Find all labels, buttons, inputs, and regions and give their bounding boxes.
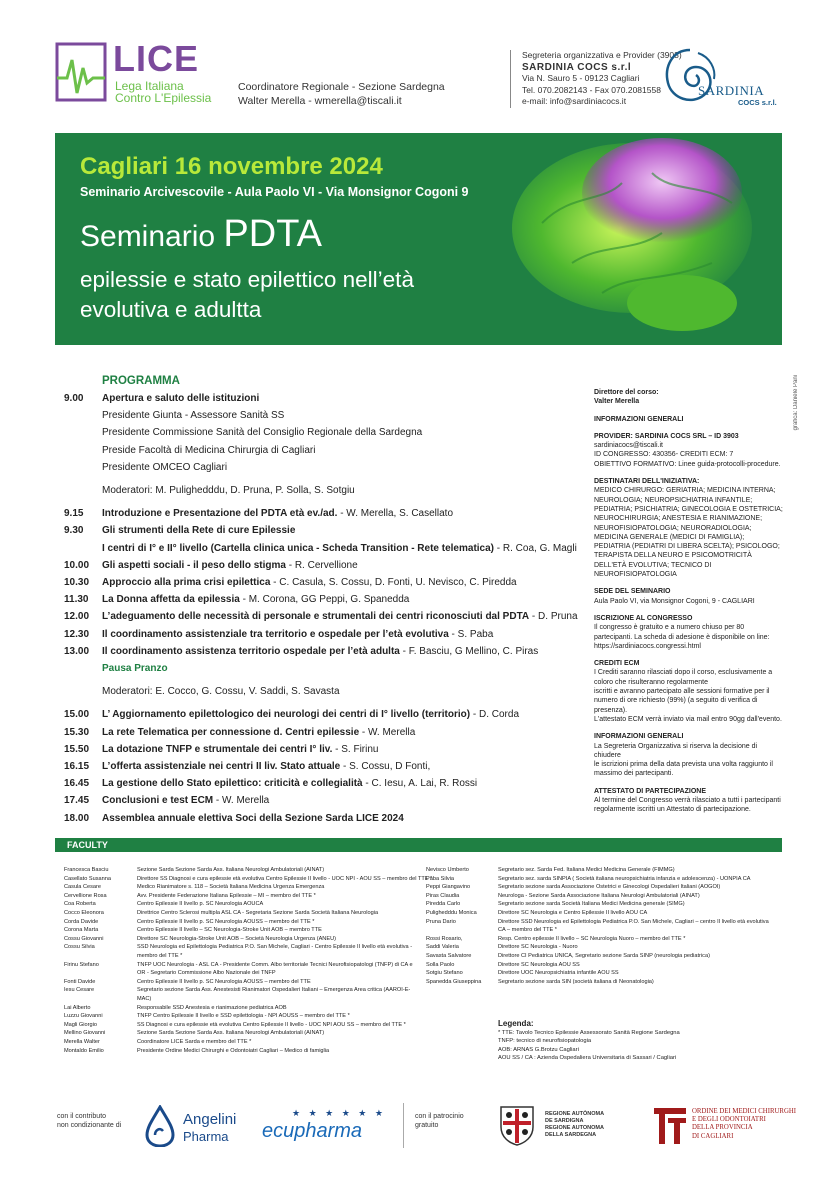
angelini-pharma: Pharma <box>183 1129 229 1144</box>
coordinator-info <box>238 80 445 108</box>
info-block <box>594 432 784 469</box>
faculty-role: Centro Epilessie II livello p. SC Neurologia AOUCA <box>137 901 264 908</box>
angelini-name: Angelini <box>183 1111 237 1128</box>
info-line: MEDICINA GENERALE (MEDICI DI FAMIGLIA); <box>594 533 745 541</box>
program-item-speakers: - W. Merella <box>213 795 270 807</box>
info-line: ID CONGRESSO: 430356- CREDITI ECM: 7 <box>594 451 734 459</box>
faculty-role: TNFP UOC Neurologia - ASL CA - Presidente Comm. Albo territoriale Tecnici Neurofisiopatologi (TNFP) di CA e <box>137 961 413 968</box>
program-time: 18.00 <box>64 812 90 824</box>
program-item <box>102 427 582 438</box>
faculty-role: MAC) <box>137 996 152 1002</box>
info-heading: Direttore del corso: <box>594 389 659 396</box>
faculty-legend <box>498 1020 680 1063</box>
program-item <box>102 577 582 588</box>
program-item-speakers: - W. Merella <box>359 726 416 738</box>
sardinia-sub: COCS s.r.l. <box>738 98 777 107</box>
faculty-name: Merella Walter <box>64 1039 100 1045</box>
faculty-role: OR - Segretario Commissione Albo Nazionale dei TNFP <box>137 970 276 977</box>
info-heading: ATTESTATO DI PARTECIPAZIONE <box>594 787 706 795</box>
ordine-line1: ORDINE DEI MEDICI CHIRURGHI <box>692 1108 797 1115</box>
program-item-title: L’adeguamento delle necessità di personale e strumentali dei centri riconosciuti dal PDTA <box>102 611 530 623</box>
faculty-name: Fonti Davide <box>64 978 96 985</box>
faculty-name: Francesca Basciu <box>64 867 109 873</box>
title-pdta: PDTA <box>223 213 322 255</box>
lice-logo <box>55 38 220 108</box>
info-block <box>594 415 784 424</box>
faculty-name: Spanedda Giuseppina <box>426 978 482 985</box>
program-item-speakers: - D. Corda <box>470 709 520 721</box>
faculty-role: Direttrice Centro Sclerosi multipla ASL CA - Segretaria Sezione Sarda Società Italiana Neurologia <box>137 910 379 916</box>
info-block <box>594 659 784 724</box>
faculty-name: Luzzu Giovanni <box>64 1013 103 1020</box>
info-line: Il congresso è gratuito e a numero chiuso per 80 <box>594 624 745 632</box>
general-info <box>594 388 784 823</box>
info-line: TERAPISTA DELLA NEURO E PSICOMOTRICITÀ <box>594 552 752 560</box>
faculty-role: Direttore SSD Neurologia ed Epilettologia Pediatrica P.O. San Michele, Cagliari – centro II livello età evolutiva <box>498 918 769 925</box>
faculty-role: Centro Epilessie II livello p. SC Neurologia AOUSS – membro del TTE <box>137 978 311 985</box>
legend-line: TNFP: tecnico di neurofisiopatologia <box>498 1038 592 1044</box>
faculty-role: Avv. Presidente Federazione Italiana Epilessie – MI – membro del TTE * <box>137 892 316 899</box>
faculty-role: Segretario sezione sarda SIN (società italiana di Neonatologia) <box>498 978 654 985</box>
program-item-speakers: - W. Merella, S. Casellato <box>337 508 454 520</box>
info-line: massimo dei partecipanti. <box>594 770 674 778</box>
info-line: https://sardiniacocs.congressi.html <box>594 642 701 650</box>
program-item <box>102 393 582 404</box>
program-item <box>102 508 582 519</box>
program-item <box>102 686 582 697</box>
patronage-label-line1: con il patrocinio <box>415 1113 464 1120</box>
info-line: regolarmente iscritti un Attestato di partecipazione. <box>594 806 751 814</box>
info-heading: PROVIDER: SARDINIA COCS SRL – ID 3903 <box>594 432 739 440</box>
info-line: Aula Paolo VI, via Monsignor Cogoni, 9 - CAGLIARI <box>594 597 755 605</box>
faculty-role: Centro Epilessie II livello – SC Neurologia-Stroke Unit AOB – membro TTE <box>137 927 322 934</box>
program-item-speakers: - F. Basciu, G Mellino, C. Piras <box>399 645 539 657</box>
stars-icon: ★ ★ ★ ★ ★ ★ <box>292 1108 386 1118</box>
secretariat-line3: Via N. Sauro 5 - 09123 Cagliari <box>522 73 640 83</box>
program-time: 9.15 <box>64 508 84 520</box>
legend-line: * TTE: Tavolo Tecnico Epilessie Assessorato Sanità Regione Sardegna <box>498 1029 680 1036</box>
program-item-title: Approccio alla prima crisi epilettica <box>102 577 271 588</box>
regione-line2: DE SARDIGNA <box>545 1118 584 1124</box>
secretariat-info <box>522 50 682 108</box>
regione-text <box>545 1111 604 1139</box>
program-item-speakers: Moderatori: M. Pulighedddu, D. Pruna, P. Solla, S. Sotgiu <box>102 485 355 496</box>
legend-line: AOU SS / CA : Azienda Ospedaliera Universitaria di Sassari / Cagliari <box>498 1055 677 1061</box>
secretariat-line1: Segreteria organizzativa e Provider (3903) <box>522 50 682 60</box>
faculty-name: Savasta Salvatore <box>426 953 472 959</box>
event-date: Cagliari 16 novembre 2024 <box>80 153 383 180</box>
ecupharma-name: ecupharma <box>262 1120 363 1142</box>
info-heading: INFORMAZIONI GENERALI <box>594 733 684 741</box>
faculty-role: CA – membro del TTE * <box>498 927 557 934</box>
info-line: MEDICO CHIRURGO: GERIATRIA; MEDICINA INTERNA; <box>594 487 776 495</box>
faculty-role: Resp. Centro epilessie II livello – SC Neurologia Nuoro – membro del TTE * <box>498 935 686 942</box>
regione-sardegna-logo <box>497 1103 637 1148</box>
program-item <box>102 646 582 657</box>
faculty-name: Mellino Giovanni <box>64 1030 106 1037</box>
faculty-name: Coa Roberta <box>64 901 96 908</box>
faculty-role: Centro Epilessie II livello p. SC Neurologia AOUSS – membro del TTE * <box>137 918 315 925</box>
secretariat-line5: e-mail: info@sardiniacocs.it <box>522 96 627 106</box>
info-heading: SEDE DEL SEMINARIO <box>594 588 671 596</box>
program-item-speakers: Presidente OMCEO Cagliari <box>102 461 228 473</box>
faculty-name: Saddi Valeria <box>426 944 459 951</box>
info-line: NEUROFISIOPATOLOGIA; NEURORADIOLOGIA; <box>594 524 752 532</box>
program-time: 10.30 <box>64 577 90 588</box>
event-venue: Seminario Arcivescovile - Aula Paolo VI - Via Monsignor Cogoni 9 <box>80 185 469 199</box>
info-block <box>594 787 784 815</box>
program-item-title: Gli aspetti sociali - il peso dello stigma <box>102 559 286 571</box>
info-line: NEUROLOGIA; NEUROPSICHIATRIA INFANTILE; <box>594 496 753 504</box>
info-line: DELL'ETÀ EVOLUTIVA; TECNICO DI NEUROFISIOPATOLOGIA <box>594 561 712 579</box>
program-item <box>102 525 582 536</box>
faculty-name: Cervellione Rosa <box>64 892 107 899</box>
faculty-name: Cossu Silvia <box>64 944 95 951</box>
faculty-role: Segretario sezione sarda Società Italiana Medici Medicina generale (SIMG) <box>498 901 685 908</box>
program-item-title: Conclusioni e test ECM <box>102 795 214 807</box>
program-item <box>102 485 582 496</box>
faculty-name: Piras Claudia <box>426 892 460 899</box>
ordine-line2: E DEGLI ODONTOIATRI <box>692 1116 766 1124</box>
faculty-role: SS Diagnosi e cura epilessie età evolutiva Centro Epilessie II livello - UOC NPI AOU SS – membro del TTE * <box>137 1021 406 1028</box>
program-item-speakers: - R. Coa, G. Magli <box>494 542 577 554</box>
faculty-role: Direttore SC Neurologia e Centro Epilessie II livello AOU CA <box>498 910 648 916</box>
patronage-label <box>415 1112 464 1130</box>
faculty-name: Solla Paolo <box>426 961 455 968</box>
ordine-text <box>692 1108 796 1141</box>
info-line: PEDIATRIA; PSICHIATRIA; GINECOLOGIA E OSTETRICIA; <box>594 505 783 513</box>
program-item-speakers: Presidente Giunta - Assessore Sanità SS <box>102 410 285 422</box>
title-seminario: Seminario <box>80 220 224 253</box>
program-item-speakers: - M. Corona, GG Peppi, G. Spanedda <box>239 594 410 606</box>
legend-line: AOB: ARNAS G.Brotzu Cagliari <box>498 1046 579 1053</box>
info-heading: CREDITI ECM <box>594 660 640 668</box>
graphic-credit: grafica: Daniele Pani <box>793 375 799 431</box>
info-line: OBIETTIVO FORMATIVO: Linee guida-protocolli-procedure. <box>594 460 781 468</box>
faculty-role: Segretario sezione sarda Associazione Ostetrici e Ginecologi Ospedalieri Italiani (AOGOI) <box>498 884 721 891</box>
faculty-role: membro del TTE * <box>137 953 183 959</box>
program-time: 12.00 <box>64 611 90 623</box>
program-item-title: La gestione dello Stato epilettico: criticità e collegialità <box>102 778 363 790</box>
faculty-role: Medico Rianimatore s. 118 – Società Italiana Medicina Urgenza Emergenza <box>137 884 325 891</box>
pause-label: Pausa Pranzo <box>102 663 168 674</box>
program-item-title: I centri di I° e II° livello (Cartella clinica unica - Scheda Transition - Rete telematica) <box>102 542 495 554</box>
ordine-line4: DI CAGLIARI <box>692 1132 734 1140</box>
faculty-role: Segretario sezione Sarda Ass. Anestesisti Rianimatori Ospedalieri Italiani – Emergenza Area critica (AAROI-E- <box>137 987 411 994</box>
lice-line2: Contro L'Epilessia <box>115 91 212 105</box>
angelini-logo <box>145 1105 255 1150</box>
program-time: 13.00 <box>64 645 90 657</box>
program-heading: PROGRAMMA <box>102 375 180 387</box>
faculty-name: Piredda Carlo <box>426 901 461 908</box>
event-subtitle <box>80 265 414 325</box>
program-item-title: L’ Aggiornamento epilettologico dei neurologi dei centri di I° livello (territorio) <box>102 709 471 721</box>
faculty-name: Corda Davide <box>64 918 99 925</box>
program-item-speakers: - R. Cervellione <box>285 559 358 571</box>
faculty-name: Casula Cesare <box>64 884 101 891</box>
faculty-name: Iesu Cesare <box>64 987 95 994</box>
sponsor-label <box>57 1112 121 1130</box>
faculty-name: Cossu Giovanni <box>64 935 104 942</box>
program-item-speakers: - S. Cossu, D Fonti, <box>340 761 431 772</box>
faculty-heading: FACULTY <box>55 838 782 852</box>
faculty-role: Direttore SC Neurologia-Stroke Unit AOB – Società Neurologia Urgenza (ANEU) <box>137 935 336 942</box>
program-item-speakers: - S. Firinu <box>332 743 379 755</box>
program-item-speakers: - D. Pruna <box>529 611 578 623</box>
regione-crest-icon <box>497 1103 537 1147</box>
angelini-drop-icon <box>145 1105 175 1147</box>
info-line: NEUROCHIRURGIA; ANESTESIA E RIANIMAZIONE; <box>594 515 763 523</box>
program-time: 9.30 <box>64 525 84 537</box>
faculty-name: Pulighedddu Monica <box>426 910 477 916</box>
program-item-title: L’offerta assistenziale nei centri II liv. Stato attuale <box>102 761 341 772</box>
ordine-line3: DELLA PROVINCIA <box>692 1124 753 1132</box>
faculty-role: Direttore UOC Neuropsichiatria infantile AOU SS <box>498 970 619 977</box>
info-heading: ISCRIZIONE AL CONGRESSO <box>594 614 693 622</box>
info-block <box>594 732 784 778</box>
sardinia-spiral-icon <box>660 45 720 110</box>
ordine-tt-icon <box>652 1106 688 1146</box>
program-time: 12.30 <box>64 628 90 640</box>
program-item <box>102 795 582 806</box>
faculty-name: Firinu Stefano <box>64 961 99 968</box>
program-item <box>102 445 582 456</box>
info-line: numero di ore richiesto (99%) (a seguito di verifica di <box>594 697 758 705</box>
coordinator-line1: Coordinatore Regionale - Sezione Sardegna <box>238 81 445 93</box>
faculty-name: Montaldo Emilio <box>64 1047 104 1054</box>
program-item <box>102 761 582 772</box>
faculty-role: Neurologa - Sezione Sarda Associazione Italiana Neurologi Ambulatoriali (AINAT) <box>498 892 700 899</box>
lice-line1: Lega Italiana <box>115 79 184 93</box>
brain-icon <box>512 133 782 345</box>
program-item-speakers: Preside Facoltà di Medicina Chirurgia di Cagliari <box>102 444 316 456</box>
program-item-title: Il coordinamento assistenza territorio ospedale per l’età adulta <box>102 645 400 657</box>
faculty-role: Segretario sez. sarda SINPIA ( Società italiana neuropsichiatria infanzia e adolescenza) - UONPIA CA <box>498 875 751 882</box>
program-item-speakers: - C. Casula, S. Cossu, D. Fonti, U. Nevisco, C. Piredda <box>270 577 517 588</box>
coordinator-line2: Walter Merella - wmerella@tiscali.it <box>238 95 402 107</box>
program-item-title: La Donna affetta da epilessia <box>102 594 240 606</box>
faculty-name: Casellato Susanna <box>64 875 111 882</box>
faculty-name: Rossi Rosario, <box>426 935 463 942</box>
subtitle-line2: evolutiva e adultta <box>80 297 262 322</box>
faculty-role: TNFP Centro Epilessie II livello e SSD epilettologia - NPI AOUSS – membro del TTE * <box>137 1013 350 1020</box>
info-block <box>594 587 784 606</box>
faculty-name: Pruna Dario <box>426 918 456 925</box>
program-item-title: Il coordinamento assistenziale tra territorio e ospedale per l’età evolutiva <box>102 628 449 640</box>
program-time: 10.00 <box>64 559 90 571</box>
regione-line1: REGIONE AUTÒNOMA <box>545 1111 605 1117</box>
info-block <box>594 477 784 579</box>
program-item <box>102 744 582 755</box>
faculty-name: Lai Alberto <box>64 1004 91 1011</box>
regione-line4: DELLA SARDEGNA <box>545 1132 597 1138</box>
info-block <box>594 388 784 407</box>
sponsor-label-line2: non condizionante di <box>57 1122 122 1129</box>
subtitle-line1: epilessie e stato epilettico nell’età <box>80 267 414 292</box>
program-item <box>102 629 582 640</box>
faculty-name: Sotgiu Stefano <box>426 970 463 977</box>
faculty-name: Corona Marta <box>64 927 99 934</box>
faculty-role: Direttore CI Pediatrica UNICA, Segretario sezione Sarda SINP (neurologia pediatrica) <box>498 953 710 959</box>
program-item-title: La dotazione TNFP e strumentale dei centri I° liv. <box>102 743 333 755</box>
program-item <box>102 709 582 720</box>
program-item <box>102 462 582 473</box>
sardinia-cocs-logo <box>660 45 780 110</box>
ecupharma-logo <box>262 1108 392 1150</box>
program-item-speakers: Presidente Commissione Sanità del Consiglio Regionale della Sardegna <box>102 427 423 439</box>
lice-name: LICE <box>113 38 200 79</box>
faculty-name: Nevisco Umberto <box>426 867 469 873</box>
info-line: I Crediti saranno rilasciati dopo il corso, esclusivamente a <box>594 669 773 677</box>
event-title <box>80 213 322 256</box>
program-item <box>102 663 582 674</box>
info-line: partecipanti. La scheda di adesione è disponibile on line: <box>594 633 770 641</box>
sardinia-name: SARDINIA <box>698 83 765 98</box>
faculty-role: Segretario sez. Sarda Fed. Italiana Medici Medicina Generale (FIMMG) <box>498 867 675 873</box>
program-item <box>102 543 582 554</box>
program-time: 16.15 <box>64 761 90 772</box>
faculty-role: Responsabile SSD Anestesia e rianimazione pediatrica AOB <box>137 1004 287 1011</box>
program-time: 15.30 <box>64 726 90 738</box>
program-item-speakers: Moderatori: E. Cocco, G. Cossu, V. Saddi, S. Savasta <box>102 686 340 698</box>
program-item <box>102 778 582 789</box>
legend-heading: Legenda: <box>498 1019 534 1028</box>
program-item <box>102 813 582 824</box>
info-line: sardiniacocs@tiscali.it <box>594 442 663 450</box>
faculty-role: Direttore SS Diagnosi e cura epilessie età evolutiva Centro Epilessie II livello - UOC NPI - AOU SS – membro del TTE * <box>137 875 433 882</box>
event-banner <box>55 133 782 345</box>
info-line: La Segreteria Organizzativa si riserva la decisione di chiudere <box>594 742 758 759</box>
faculty-role: Direttore SC Neurologia - Nuoro <box>498 944 578 951</box>
faculty-role: SSD Neurologia ed Epilettologia Pediatrica P.O. San Michele, Cagliari - Centro Epilessie II livello età evolutiva - <box>137 944 413 951</box>
faculty-name: Paba Silvia <box>426 875 454 882</box>
program-item-title: Gli strumenti della Rete di cure Epilessie <box>102 525 296 537</box>
program-time: 15.50 <box>64 743 90 755</box>
program-item-title: Apertura e saluto delle istituzioni <box>102 393 260 404</box>
program-item <box>102 560 582 571</box>
ordine-medici-logo <box>652 1106 797 1148</box>
info-line: le iscrizioni prima della data prevista una volta raggiunto il <box>594 761 773 769</box>
faculty-role: Presidente Ordine Medici Chirurghi e Odontoiatri Cagliari – Medico di famiglia <box>137 1047 330 1054</box>
info-block <box>594 614 784 651</box>
program-time: 15.00 <box>64 709 90 721</box>
info-line: PEDIATRIA (PEDIATRI DI LIBERA SCELTA); PSICOLOGO; <box>594 543 780 551</box>
footer-divider <box>403 1103 404 1148</box>
program-time: 11.30 <box>64 594 89 606</box>
info-heading: INFORMAZIONI GENERALI <box>594 415 684 423</box>
info-line: coloro che risulteranno regolarmente <box>594 678 709 686</box>
faculty-role: Sezione Sarda Sezione Sarda Ass. Italiana Neurologi Ambulatoriali (AINAT) <box>137 1030 325 1037</box>
regione-line3: REGIONE AUTONOMA <box>545 1125 604 1131</box>
program-time: 16.45 <box>64 778 90 790</box>
secretariat-line4: Tel. 070.2082143 - Fax 070.2081558 <box>522 84 661 95</box>
program-time: 9.00 <box>64 393 84 404</box>
info-line: Valter Merella <box>594 398 640 406</box>
program-item <box>102 410 582 421</box>
faculty-name: Magli Giorgio <box>64 1021 97 1028</box>
info-line: L'attestato ECM verrà inviato via mail entro 90gg dall'evento. <box>594 715 782 723</box>
info-heading: DESTINATARI DELL'INIZIATIVA: <box>594 478 700 486</box>
program-item-title: Introduzione e Presentazione del PDTA età ev./ad. <box>102 508 338 520</box>
program-item-speakers: - C. Iesu, A. Lai, R. Rossi <box>362 778 478 790</box>
info-line: presenza). <box>594 706 628 714</box>
info-line: Al termine del Congresso verrà rilasciato a tutti i partecipanti <box>594 796 781 804</box>
program-item-speakers: - S. Paba <box>448 628 494 640</box>
faculty-role: Coordinatore LICE Sarda e membro del TTE * <box>137 1039 252 1045</box>
program-item-title: Assemblea annuale elettiva Soci della Sezione Sarda LICE 2024 <box>102 812 404 824</box>
program-item <box>102 727 582 738</box>
secretariat-line2: SARDINIA COCS s.r.l <box>522 61 632 73</box>
sponsor-label-line1: con il contributo <box>57 1113 107 1120</box>
program-item <box>102 594 582 605</box>
patronage-label-line2: gratuito <box>415 1122 439 1129</box>
info-line: iscritti e avranno partecipato alle sessioni formative per il <box>594 688 770 696</box>
faculty-name: Peppi Giangavino <box>426 884 471 891</box>
program-item <box>102 611 582 622</box>
secretariat-divider <box>510 50 511 108</box>
program-item-title: La rete Telematica per connessione d. Centri epilessie <box>102 726 360 738</box>
faculty-name: Cocco Eleonora <box>64 910 104 916</box>
faculty-role: Direttore SC Neurologia AOU SS <box>498 961 580 968</box>
program-time: 17.45 <box>64 795 90 807</box>
faculty-role: Sezione Sarda Sezione Sarda Ass. Italiana Neurologi Ambulatoriali (AINAT) <box>137 867 325 873</box>
